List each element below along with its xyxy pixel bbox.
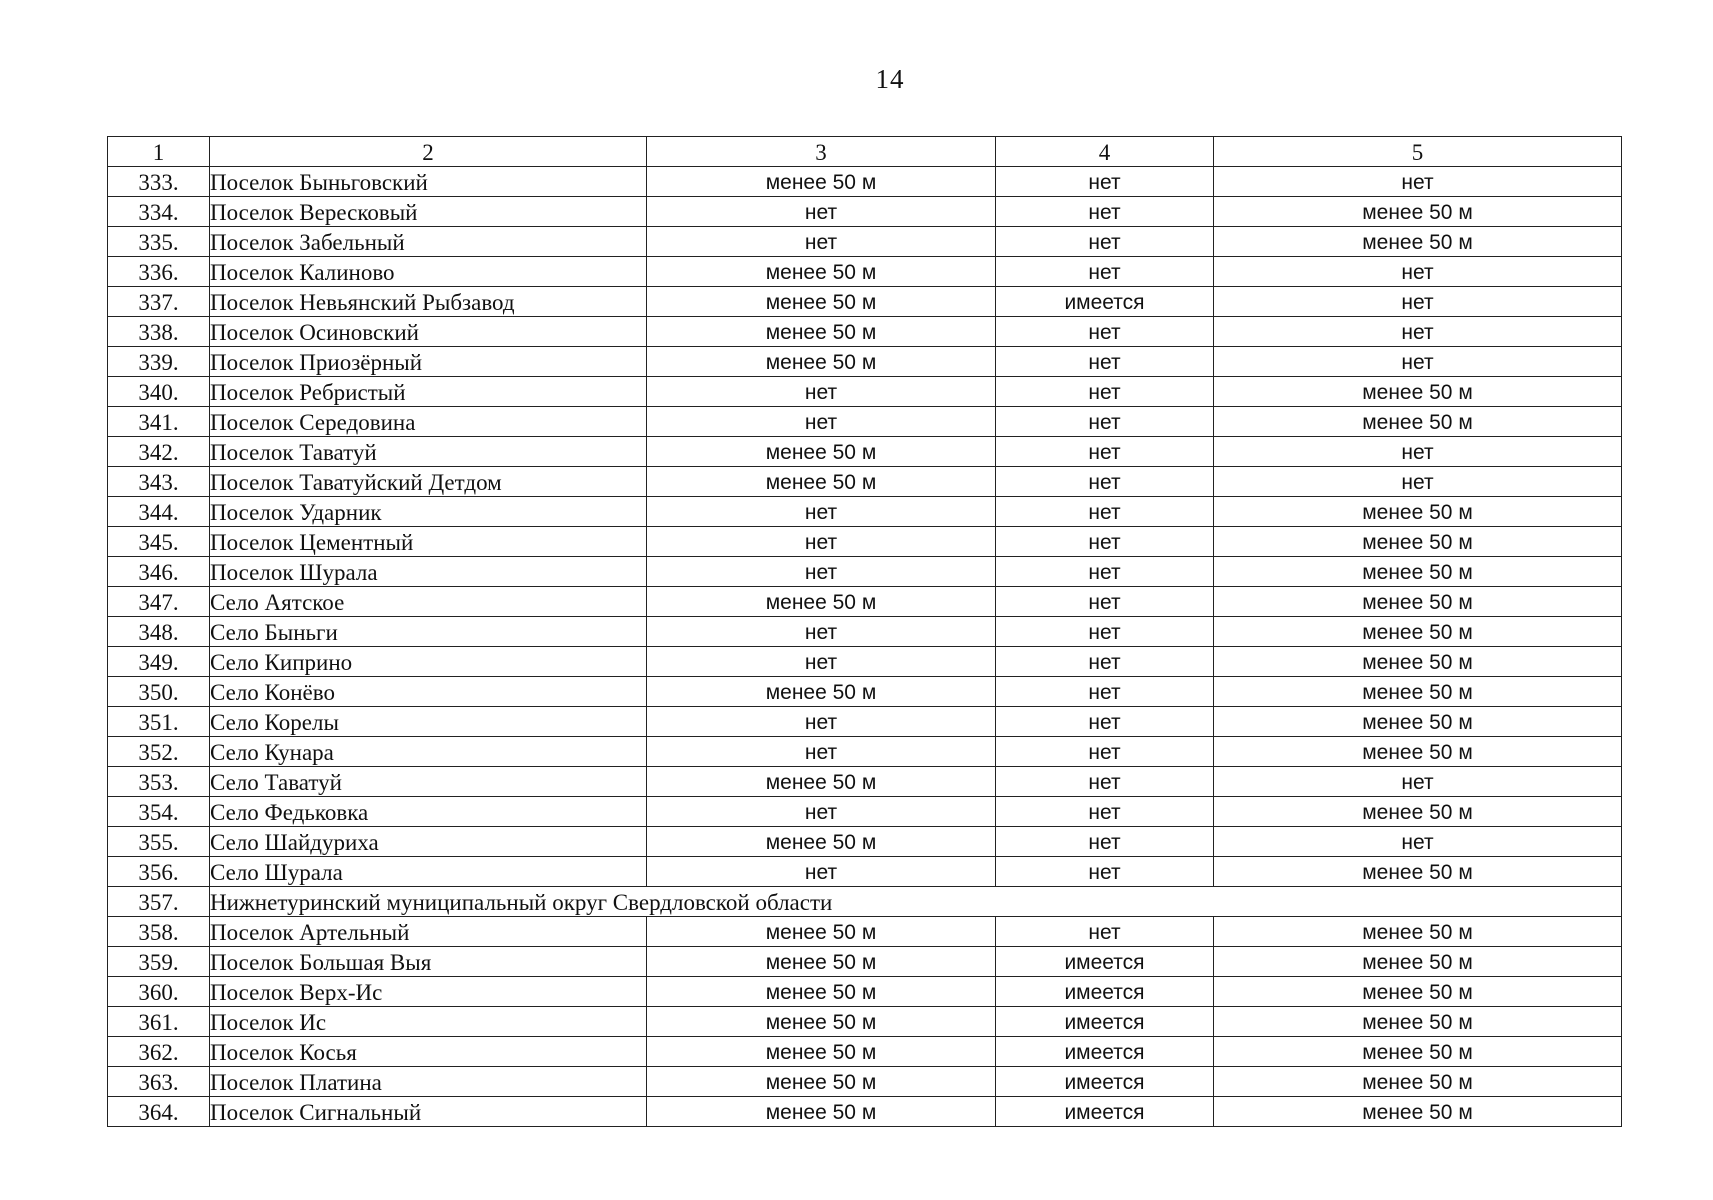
- row-number: 335.: [108, 227, 210, 257]
- column-4-value: имеется: [996, 287, 1214, 317]
- table-row: [108, 377, 1622, 407]
- column-5-value: нет: [1214, 437, 1622, 467]
- table-body: [108, 167, 1622, 1127]
- row-number: 346.: [108, 557, 210, 587]
- column-3-value: нет: [647, 527, 996, 557]
- column-3-value: менее 50 м: [647, 437, 996, 467]
- column-3-value: нет: [647, 647, 996, 677]
- column-5-value: менее 50 м: [1214, 917, 1622, 947]
- column-5-value: менее 50 м: [1214, 1007, 1622, 1037]
- column-4-value: имеется: [996, 1007, 1214, 1037]
- table-row: [108, 257, 1622, 287]
- table-row: [108, 917, 1622, 947]
- table-row: [108, 197, 1622, 227]
- column-3-value: нет: [647, 197, 996, 227]
- row-number: 336.: [108, 257, 210, 287]
- table-row: [108, 977, 1622, 1007]
- table-header: [108, 137, 1622, 167]
- column-3-value: менее 50 м: [647, 677, 996, 707]
- settlement-name: Поселок Платина: [210, 1067, 647, 1097]
- column-4-value: нет: [996, 257, 1214, 287]
- column-4-value: нет: [996, 437, 1214, 467]
- column-5-value: нет: [1214, 767, 1622, 797]
- table-row: [108, 527, 1622, 557]
- settlement-name: Село Аятское: [210, 587, 647, 617]
- column-5-value: менее 50 м: [1214, 977, 1622, 1007]
- table-row: [108, 407, 1622, 437]
- table-row: [108, 557, 1622, 587]
- settlement-name: Село Киприно: [210, 647, 647, 677]
- column-5-value: менее 50 м: [1214, 677, 1622, 707]
- settlement-name: Поселок Цементный: [210, 527, 647, 557]
- column-3-value: менее 50 м: [647, 317, 996, 347]
- column-5-value: нет: [1214, 167, 1622, 197]
- row-number: 342.: [108, 437, 210, 467]
- row-number: 348.: [108, 617, 210, 647]
- row-number: 351.: [108, 707, 210, 737]
- page-number: 14: [875, 64, 905, 94]
- table-row: [108, 1097, 1622, 1127]
- row-number: 355.: [108, 827, 210, 857]
- column-3-value: нет: [647, 737, 996, 767]
- column-3-value: менее 50 м: [647, 1097, 996, 1127]
- table-row: [108, 1007, 1622, 1037]
- row-number: 356.: [108, 857, 210, 887]
- column-5-value: менее 50 м: [1214, 227, 1622, 257]
- column-4-value: имеется: [996, 1097, 1214, 1127]
- column-5-value: менее 50 м: [1214, 1067, 1622, 1097]
- column-4-value: нет: [996, 767, 1214, 797]
- row-number: 340.: [108, 377, 210, 407]
- column-3-value: менее 50 м: [647, 287, 996, 317]
- table-row: [108, 707, 1622, 737]
- column-5-value: менее 50 м: [1214, 587, 1622, 617]
- column-5-value: менее 50 м: [1214, 407, 1622, 437]
- settlement-name: Поселок Большая Выя: [210, 947, 647, 977]
- settlement-name: Поселок Шурала: [210, 557, 647, 587]
- column-3-value: нет: [647, 557, 996, 587]
- column-4-value: нет: [996, 197, 1214, 227]
- column-5-value: нет: [1214, 287, 1622, 317]
- settlement-name: Поселок Ударник: [210, 497, 647, 527]
- row-number: 354.: [108, 797, 210, 827]
- column-header-3: 3: [647, 137, 996, 167]
- row-number: 350.: [108, 677, 210, 707]
- column-3-value: нет: [647, 857, 996, 887]
- settlement-name: Село Шайдуриха: [210, 827, 647, 857]
- row-number: 363.: [108, 1067, 210, 1097]
- settlement-name: Поселок Верх-Ис: [210, 977, 647, 1007]
- table-row: [108, 317, 1622, 347]
- table-row: [108, 437, 1622, 467]
- column-header-4: 4: [996, 137, 1214, 167]
- settlement-name: Поселок Приозёрный: [210, 347, 647, 377]
- settlement-name: Поселок Середовина: [210, 407, 647, 437]
- column-3-value: менее 50 м: [647, 1067, 996, 1097]
- column-5-value: менее 50 м: [1214, 647, 1622, 677]
- settlement-name: Поселок Осиновский: [210, 317, 647, 347]
- column-4-value: нет: [996, 167, 1214, 197]
- settlement-name: Поселок Калиново: [210, 257, 647, 287]
- column-3-value: менее 50 м: [647, 917, 996, 947]
- table-row: [108, 227, 1622, 257]
- settlement-name: Поселок Ис: [210, 1007, 647, 1037]
- row-number: 347.: [108, 587, 210, 617]
- column-3-value: менее 50 м: [647, 767, 996, 797]
- column-4-value: нет: [996, 707, 1214, 737]
- row-number: 333.: [108, 167, 210, 197]
- column-3-value: нет: [647, 227, 996, 257]
- column-4-value: нет: [996, 737, 1214, 767]
- column-4-value: нет: [996, 827, 1214, 857]
- column-5-value: менее 50 м: [1214, 1097, 1622, 1127]
- table-row: [108, 1067, 1622, 1097]
- settlement-name: Село Быньги: [210, 617, 647, 647]
- column-5-value: нет: [1214, 827, 1622, 857]
- table-row: [108, 797, 1622, 827]
- column-5-value: менее 50 м: [1214, 527, 1622, 557]
- row-number: 338.: [108, 317, 210, 347]
- row-number: 344.: [108, 497, 210, 527]
- column-5-value: нет: [1214, 257, 1622, 287]
- column-3-value: менее 50 м: [647, 1037, 996, 1067]
- column-5-value: менее 50 м: [1214, 377, 1622, 407]
- column-4-value: нет: [996, 587, 1214, 617]
- table-row: [108, 737, 1622, 767]
- column-3-value: нет: [647, 407, 996, 437]
- table-row: [108, 167, 1622, 197]
- column-5-value: менее 50 м: [1214, 797, 1622, 827]
- section-title: Нижнетуринский муниципальный округ Свердловской области: [210, 887, 1622, 917]
- settlement-name: Поселок Ребристый: [210, 377, 647, 407]
- column-4-value: нет: [996, 647, 1214, 677]
- column-5-value: менее 50 м: [1214, 707, 1622, 737]
- table-row: [108, 587, 1622, 617]
- table-row: [108, 287, 1622, 317]
- column-5-value: менее 50 м: [1214, 557, 1622, 587]
- settlements-table: [107, 136, 1622, 1127]
- column-4-value: имеется: [996, 947, 1214, 977]
- column-3-value: нет: [647, 797, 996, 827]
- row-number: 339.: [108, 347, 210, 377]
- column-4-value: нет: [996, 917, 1214, 947]
- column-3-value: менее 50 м: [647, 947, 996, 977]
- column-4-value: нет: [996, 227, 1214, 257]
- column-4-value: нет: [996, 557, 1214, 587]
- column-4-value: имеется: [996, 1037, 1214, 1067]
- table-row: [108, 467, 1622, 497]
- column-3-value: нет: [647, 707, 996, 737]
- row-number: 349.: [108, 647, 210, 677]
- column-header-5: 5: [1214, 137, 1622, 167]
- column-3-value: менее 50 м: [647, 977, 996, 1007]
- settlement-name: Село Кунара: [210, 737, 647, 767]
- row-number: 345.: [108, 527, 210, 557]
- row-number: 364.: [108, 1097, 210, 1127]
- row-number: 353.: [108, 767, 210, 797]
- row-number: 359.: [108, 947, 210, 977]
- column-header-1: 1: [108, 137, 210, 167]
- column-5-value: менее 50 м: [1214, 1037, 1622, 1067]
- settlement-name: Поселок Сигнальный: [210, 1097, 647, 1127]
- table-row: [108, 827, 1622, 857]
- section-row: [108, 887, 1622, 917]
- row-number: 362.: [108, 1037, 210, 1067]
- table-row: [108, 617, 1622, 647]
- table-row: [108, 857, 1622, 887]
- column-5-value: менее 50 м: [1214, 947, 1622, 977]
- settlement-name: Поселок Невьянский Рыбзавод: [210, 287, 647, 317]
- column-3-value: менее 50 м: [647, 167, 996, 197]
- settlement-name: Село Конёво: [210, 677, 647, 707]
- column-3-value: менее 50 м: [647, 1007, 996, 1037]
- settlement-name: Поселок Таватуйский Детдом: [210, 467, 647, 497]
- table-row: [108, 347, 1622, 377]
- table-row: [108, 647, 1622, 677]
- row-number: 343.: [108, 467, 210, 497]
- settlement-name: Поселок Артельный: [210, 917, 647, 947]
- column-5-value: нет: [1214, 317, 1622, 347]
- column-header-2: 2: [210, 137, 647, 167]
- settlement-name: Село Шурала: [210, 857, 647, 887]
- settlement-name: Поселок Вересковый: [210, 197, 647, 227]
- settlement-name: Село Федьковка: [210, 797, 647, 827]
- column-5-value: нет: [1214, 347, 1622, 377]
- column-4-value: нет: [996, 467, 1214, 497]
- column-4-value: нет: [996, 377, 1214, 407]
- settlement-name: Село Корелы: [210, 707, 647, 737]
- row-number: 341.: [108, 407, 210, 437]
- column-5-value: менее 50 м: [1214, 857, 1622, 887]
- row-number: 357.: [108, 887, 210, 917]
- table-row: [108, 1037, 1622, 1067]
- column-5-value: менее 50 м: [1214, 617, 1622, 647]
- column-4-value: имеется: [996, 1067, 1214, 1097]
- column-3-value: менее 50 м: [647, 467, 996, 497]
- column-3-value: менее 50 м: [647, 257, 996, 287]
- column-5-value: менее 50 м: [1214, 737, 1622, 767]
- column-4-value: нет: [996, 677, 1214, 707]
- row-number: 337.: [108, 287, 210, 317]
- table-row: [108, 677, 1622, 707]
- settlement-name: Поселок Быньговский: [210, 167, 647, 197]
- column-4-value: нет: [996, 317, 1214, 347]
- column-3-value: менее 50 м: [647, 587, 996, 617]
- settlement-name: Поселок Косья: [210, 1037, 647, 1067]
- column-4-value: нет: [996, 407, 1214, 437]
- row-number: 360.: [108, 977, 210, 1007]
- row-number: 361.: [108, 1007, 210, 1037]
- header-row: [108, 137, 1622, 167]
- column-5-value: менее 50 м: [1214, 197, 1622, 227]
- column-3-value: нет: [647, 617, 996, 647]
- column-4-value: нет: [996, 527, 1214, 557]
- table-row: [108, 497, 1622, 527]
- settlement-name: Село Таватуй: [210, 767, 647, 797]
- column-4-value: нет: [996, 497, 1214, 527]
- table-row: [108, 767, 1622, 797]
- column-5-value: нет: [1214, 467, 1622, 497]
- column-3-value: менее 50 м: [647, 827, 996, 857]
- row-number: 358.: [108, 917, 210, 947]
- table-row: [108, 947, 1622, 977]
- column-4-value: имеется: [996, 977, 1214, 1007]
- settlement-name: Поселок Таватуй: [210, 437, 647, 467]
- column-3-value: нет: [647, 377, 996, 407]
- row-number: 334.: [108, 197, 210, 227]
- column-4-value: нет: [996, 617, 1214, 647]
- column-5-value: менее 50 м: [1214, 497, 1622, 527]
- column-3-value: менее 50 м: [647, 347, 996, 377]
- column-4-value: нет: [996, 797, 1214, 827]
- column-4-value: нет: [996, 857, 1214, 887]
- settlement-name: Поселок Забельный: [210, 227, 647, 257]
- row-number: 352.: [108, 737, 210, 767]
- column-3-value: нет: [647, 497, 996, 527]
- column-4-value: нет: [996, 347, 1214, 377]
